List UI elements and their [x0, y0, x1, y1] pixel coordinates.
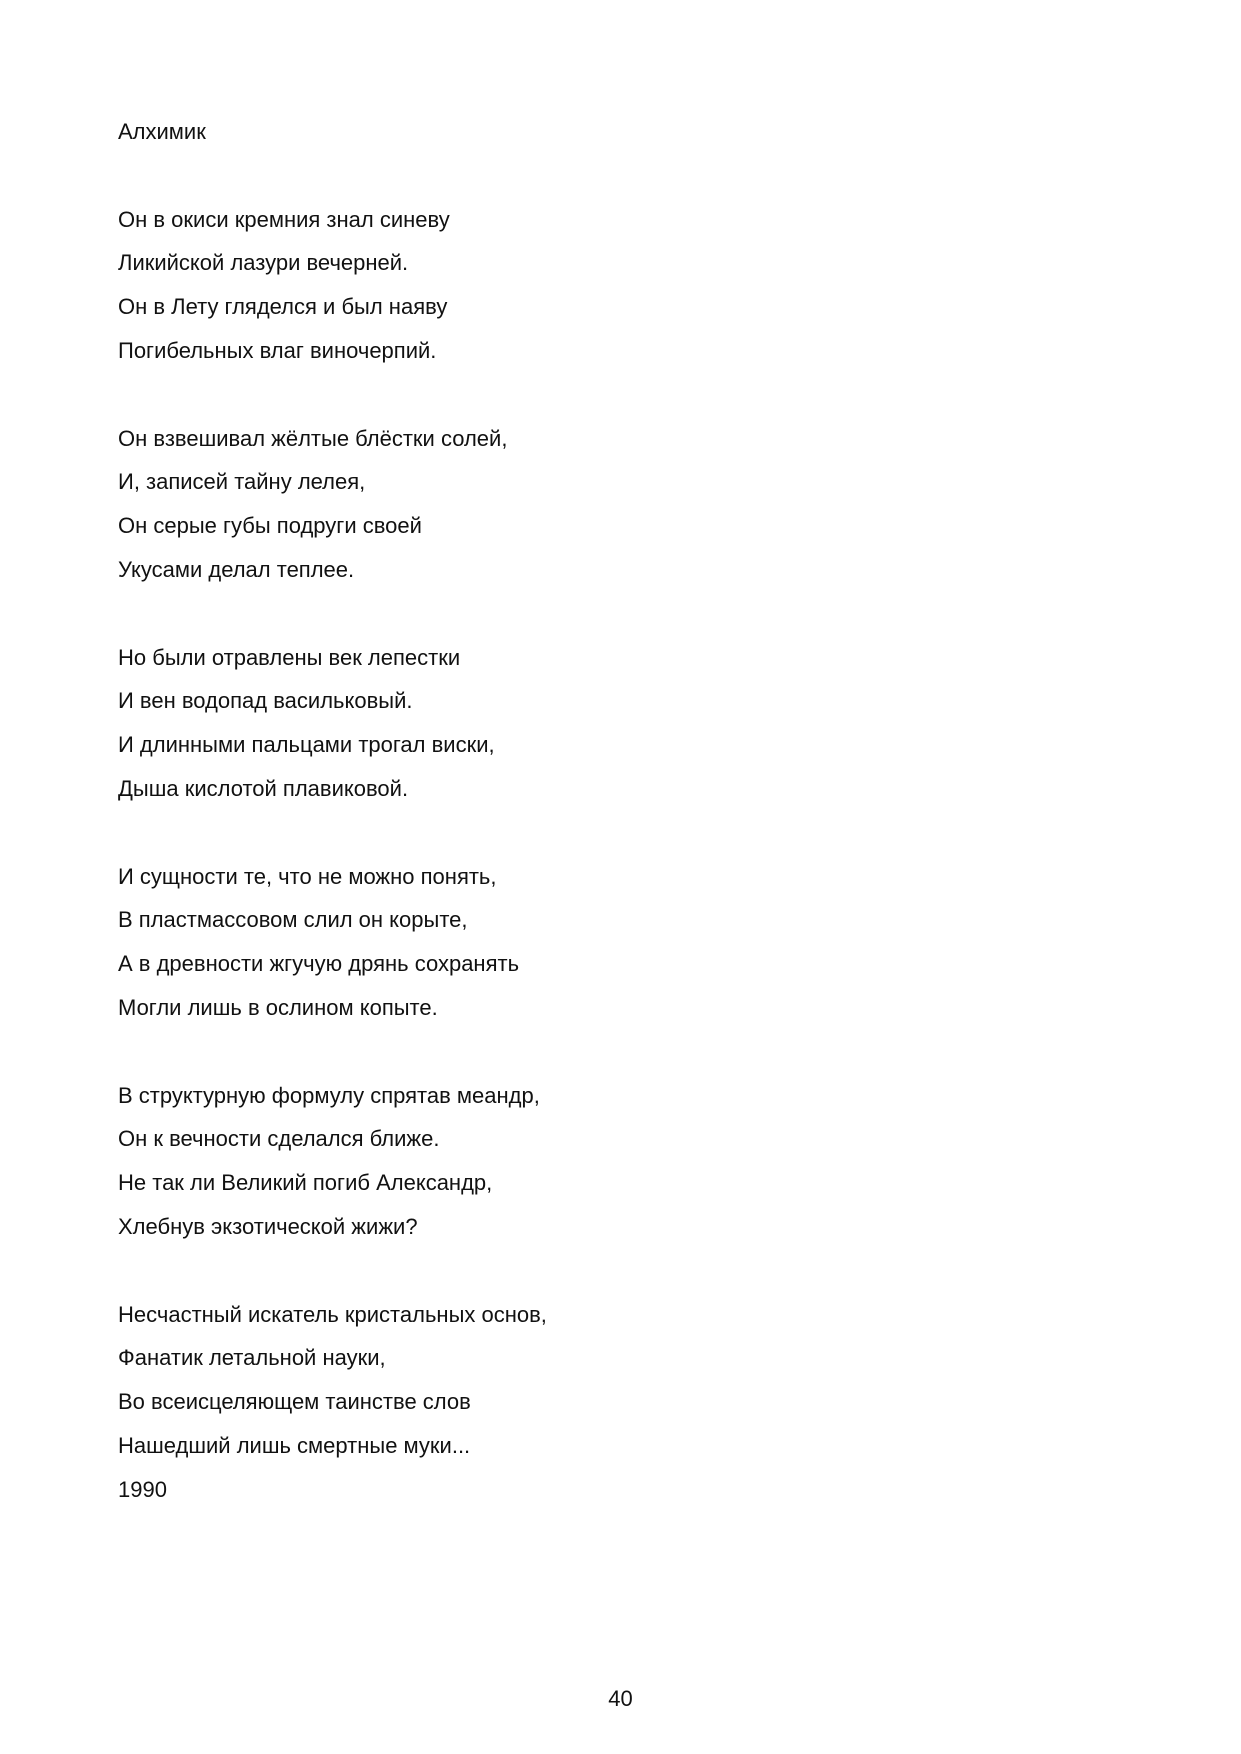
poem-line: Могли лишь в ослином копыте. [118, 994, 438, 1020]
poem-year: 1990 [118, 1476, 167, 1502]
stanza-gap [118, 154, 1118, 198]
stanza-2 [118, 417, 1118, 592]
poem-line: Нашедший лишь смертные муки... [118, 1432, 471, 1458]
stanza-gap [118, 373, 1118, 417]
poem-line: Он к вечности сделался ближе. [118, 1126, 440, 1152]
page-number: 40 [608, 1686, 633, 1711]
stanza-3 [118, 636, 1118, 811]
poem [118, 110, 1118, 1512]
poem-line: Несчастный искатель кристальных основ, [118, 1301, 547, 1327]
poem-line: В пластмассовом слил он корыте, [118, 907, 468, 933]
poem-line: А в древности жгучую дрянь сохранять [118, 951, 520, 977]
poem-line: В структурную формулу спрятав меандр, [118, 1082, 540, 1108]
poem-line: Он в окиси кремния знал синеву [118, 206, 450, 232]
poem-line: Погибельных влаг виночерпий. [118, 337, 437, 363]
poem-line: И сущности те, что не можно понять, [118, 863, 497, 889]
poem-line: И, записей тайну лелея, [118, 469, 366, 495]
poem-line: И длинными пальцами трогал виски, [118, 732, 495, 758]
poem-line: Хлебнув экзотической жижи? [118, 1213, 418, 1239]
poem-line: Он взвешивал жёлтые блёстки солей, [118, 425, 508, 451]
poem-line: Дыша кислотой плавиковой. [118, 775, 409, 801]
stanza-4 [118, 855, 1118, 1030]
poem-title: Алхимик [118, 119, 206, 144]
poem-line: Он серые губы подруги своей [118, 513, 422, 539]
stanza-6 [118, 1293, 1118, 1468]
stanza-gap [118, 1030, 1118, 1074]
poem-line: Ликийской лазури вечерней. [118, 250, 409, 276]
stanza-gap [118, 592, 1118, 636]
poem-line: Фанатик летальной науки, [118, 1345, 386, 1371]
poem-line: И вен водопад васильковый. [118, 688, 413, 714]
poem-line: Он в Лету гляделся и был наяву [118, 294, 448, 320]
poem-line: Но были отравлены век лепестки [118, 644, 461, 670]
stanza-gap [118, 1249, 1118, 1293]
poem-line: Не так ли Великий погиб Александр, [118, 1170, 493, 1196]
stanza-gap [118, 811, 1118, 855]
stanza-1 [118, 198, 1118, 373]
poem-line: Во всеисцеляющем таинстве слов [118, 1389, 471, 1415]
stanza-5 [118, 1074, 1118, 1249]
poem-line: Укусами делал теплее. [118, 556, 355, 582]
